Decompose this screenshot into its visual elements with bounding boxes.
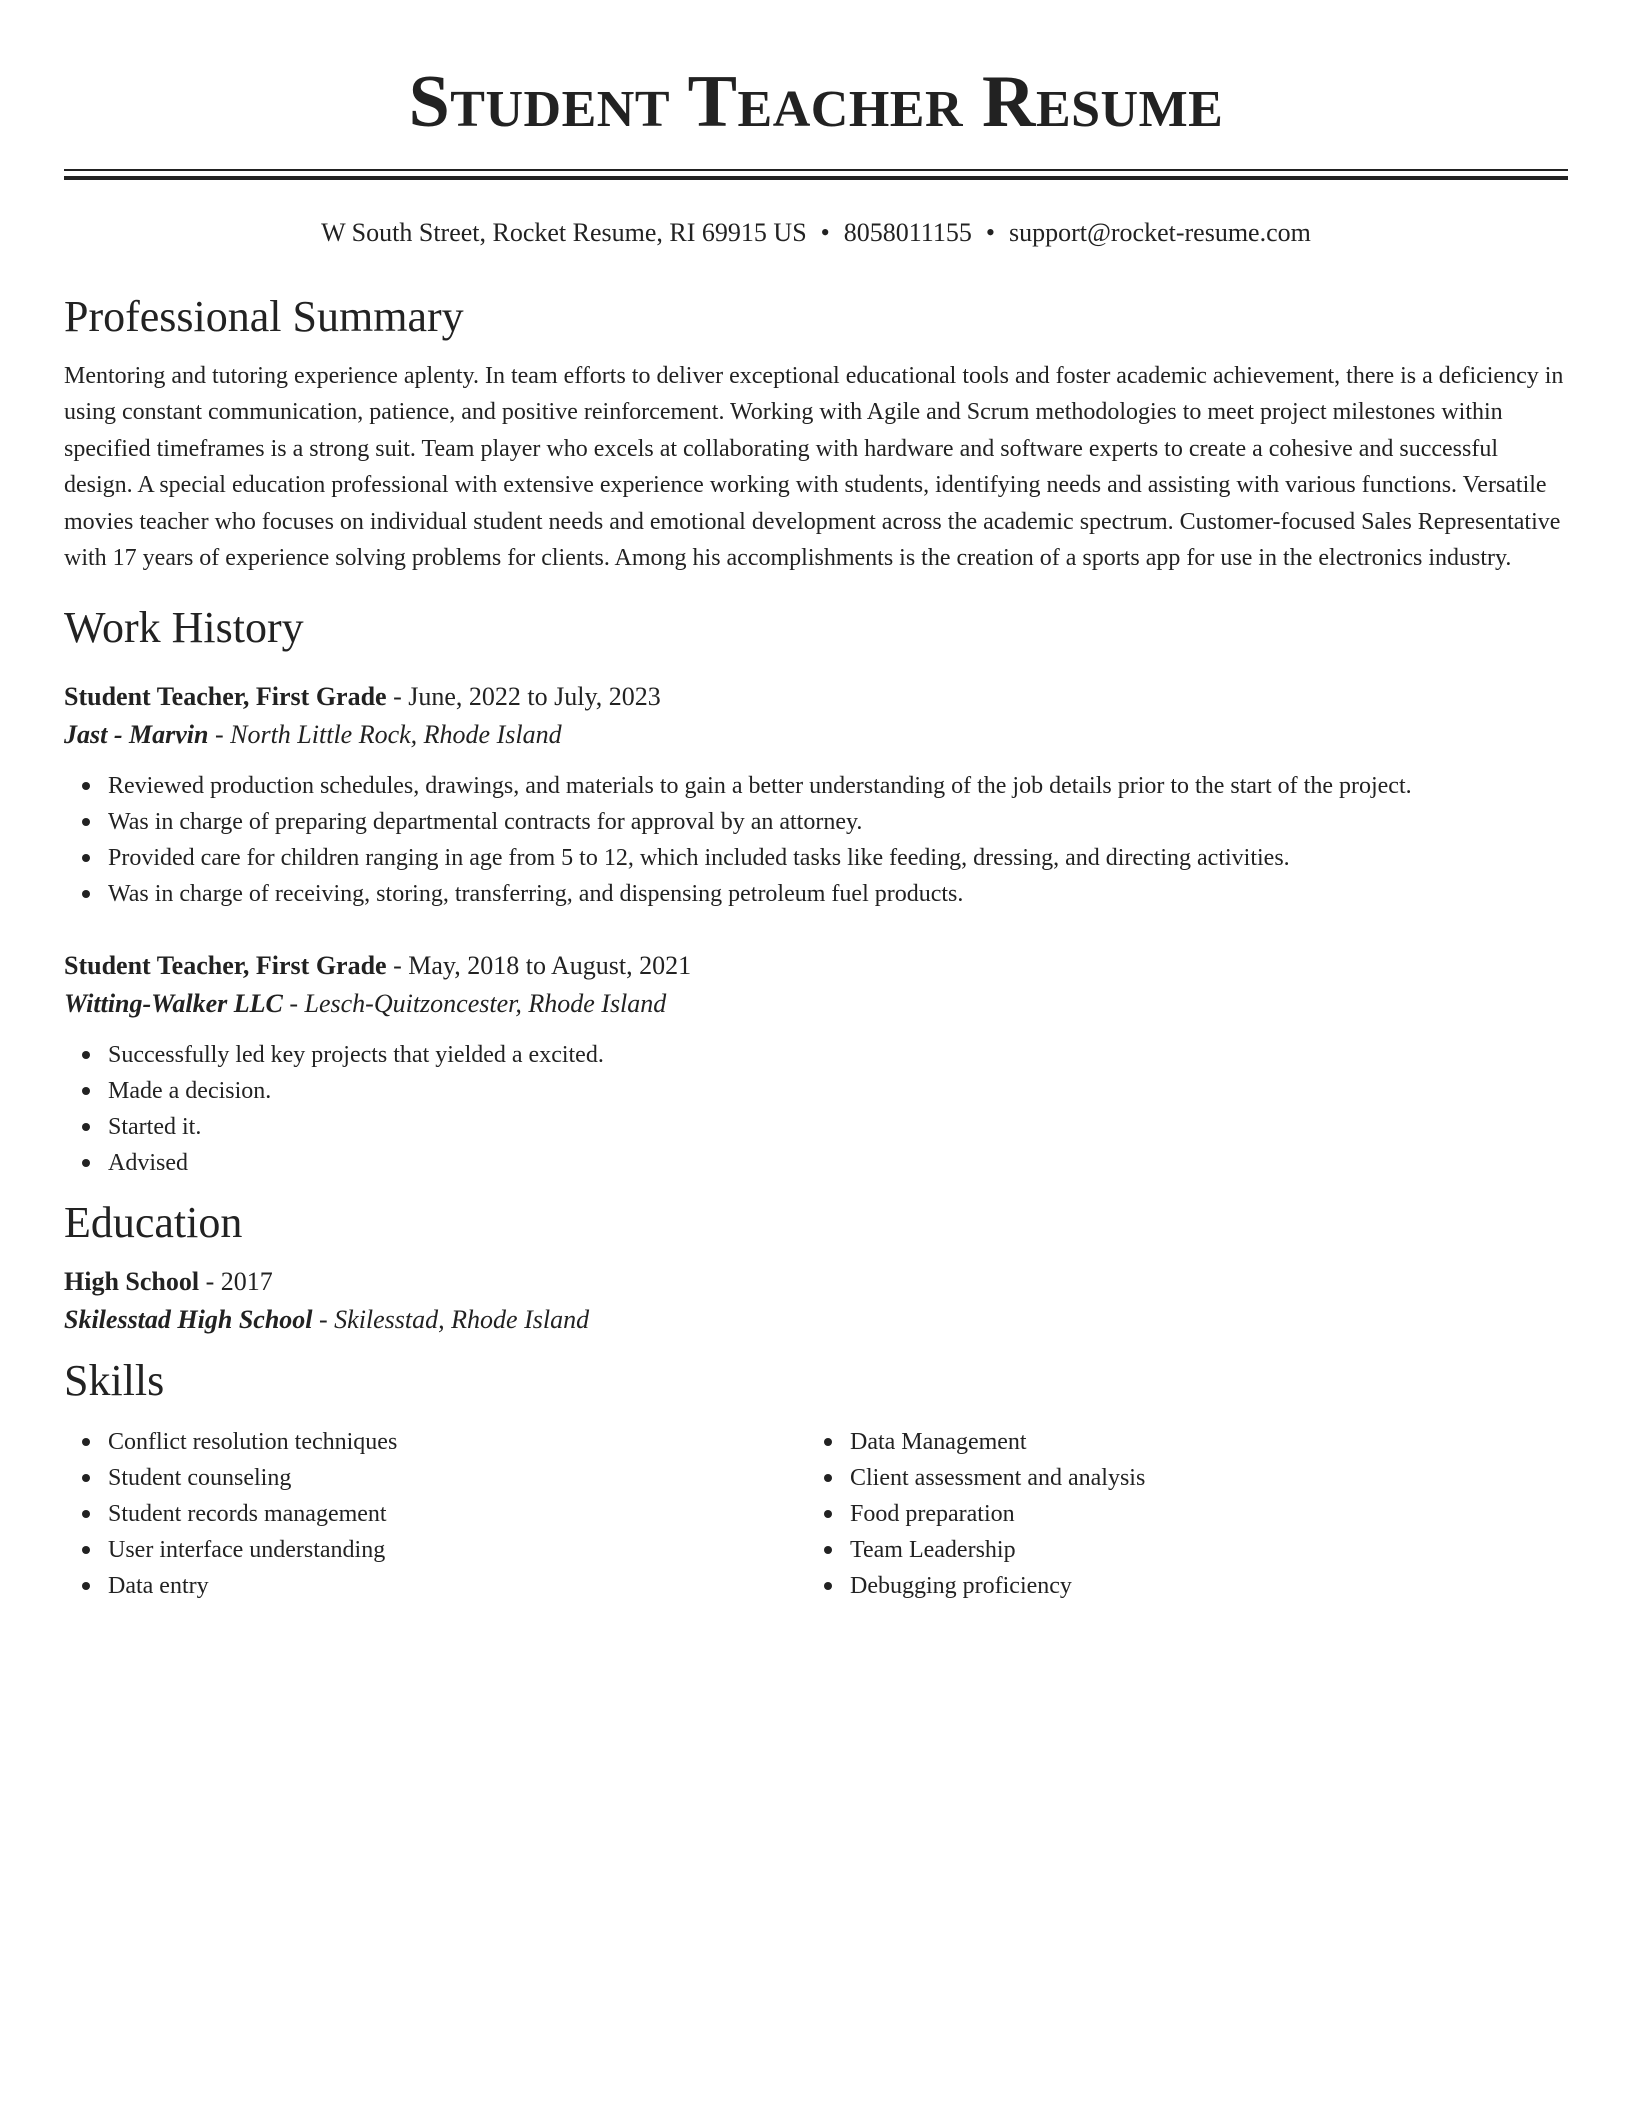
skills-columns <box>64 1424 1568 1604</box>
job-duty: Made a decision. <box>64 1073 1568 1109</box>
job-duty: Advised <box>64 1145 1568 1181</box>
job-location: - Lesch-Quitzoncester, Rhode Island <box>282 989 667 1019</box>
education-header <box>64 1263 1568 1301</box>
contact-separator: • <box>820 218 830 247</box>
skill-item: Data entry <box>64 1568 806 1604</box>
education-school: Skilesstad High School <box>64 1305 313 1335</box>
skill-item: Debugging proficiency <box>806 1568 1548 1604</box>
education-institution <box>64 1301 1568 1339</box>
education-year: - 2017 <box>199 1267 273 1297</box>
education-location: - Skilesstad, Rhode Island <box>312 1305 590 1335</box>
resume-page <box>64 0 1568 1604</box>
job-duty: Reviewed production schedules, drawings, and materials to gain a better understanding of the job details prior to the start of the project. <box>64 768 1568 804</box>
skills-heading: Skills <box>64 1356 165 1406</box>
skill-item: Client assessment and analysis <box>806 1460 1548 1496</box>
skill-item: Data Management <box>806 1424 1548 1460</box>
contact-phone: 8058011155 <box>843 218 972 247</box>
job-company: Jast - Marvin <box>64 720 209 750</box>
job-duty: Was in charge of receiving, storing, transferring, and dispensing petroleum fuel products. <box>64 876 1568 912</box>
education-entry <box>64 1263 1568 1339</box>
skills-list-left <box>64 1424 806 1604</box>
contact-separator: • <box>985 218 995 247</box>
job-header <box>64 678 1568 716</box>
education-degree: High School <box>64 1267 200 1297</box>
job-entry <box>64 678 1568 912</box>
summary-text: Mentoring and tutoring experience aplenty. In team efforts to deliver exceptional educational tools and foster academic achievement, there is a deficiency in using constant communication, patience, and positive reinforcement. Working with Agile and Scrum methodologies to meet project milestones within specified timeframes is a strong suit. Team player who excels at collaborating with hardware and software experts to create a cohesive and successful design. A special education professional with extensive experience working with students, identifying needs and assisting with various functions. Versatile movies teacher who focuses on individual student needs and emotional development across the academic spectrum. Customer-focused Sales Representative with 17 years of experience solving problems for clients. Among his accomplishments is the creation of a sports app for use in the electronics industry. <box>64 363 1564 572</box>
job-location: - North Little Rock, Rhode Island <box>208 720 562 750</box>
skill-item: Conflict resolution techniques <box>64 1424 806 1460</box>
job-company: Witting-Walker LLC <box>64 989 283 1019</box>
summary-heading: Professional Summary <box>64 292 464 341</box>
job-duty: Was in charge of preparing departmental contracts for approval by an attorney. <box>64 804 1568 840</box>
job-entry <box>64 947 1568 1181</box>
job-header <box>64 947 1568 985</box>
contact-address: W South Street, Rocket Resume, RI 69915 US <box>321 218 807 247</box>
job-employer <box>64 716 1568 754</box>
work-history-heading: Work History <box>64 603 304 653</box>
contact-email: support@rocket-resume.com <box>1008 218 1311 247</box>
resume-title: Student Teacher Resume <box>408 61 1224 143</box>
skill-item: Team Leadership <box>806 1532 1548 1568</box>
skill-item: User interface understanding <box>64 1532 806 1568</box>
job-dates: - June, 2022 to July, 2023 <box>386 682 661 712</box>
skill-item: Student records management <box>64 1496 806 1532</box>
job-duties-list <box>64 1037 1568 1181</box>
job-title: Student Teacher, First Grade <box>64 682 387 712</box>
job-dates: - May, 2018 to August, 2021 <box>386 951 692 981</box>
skills-list-right <box>806 1424 1548 1604</box>
job-employer <box>64 985 1568 1023</box>
skill-item: Food preparation <box>806 1496 1548 1532</box>
job-duties-list <box>64 768 1568 912</box>
job-duty: Started it. <box>64 1109 1568 1145</box>
skill-item: Student counseling <box>64 1460 806 1496</box>
job-duty: Successfully led key projects that yielded a excited. <box>64 1037 1568 1073</box>
title-double-rule <box>64 169 1568 180</box>
contact-line <box>64 216 1568 250</box>
job-duty: Provided care for children ranging in age from 5 to 12, which included tasks like feeding, dressing, and directing activities. <box>64 840 1568 876</box>
education-heading: Education <box>64 1198 243 1248</box>
job-title: Student Teacher, First Grade <box>64 951 387 981</box>
